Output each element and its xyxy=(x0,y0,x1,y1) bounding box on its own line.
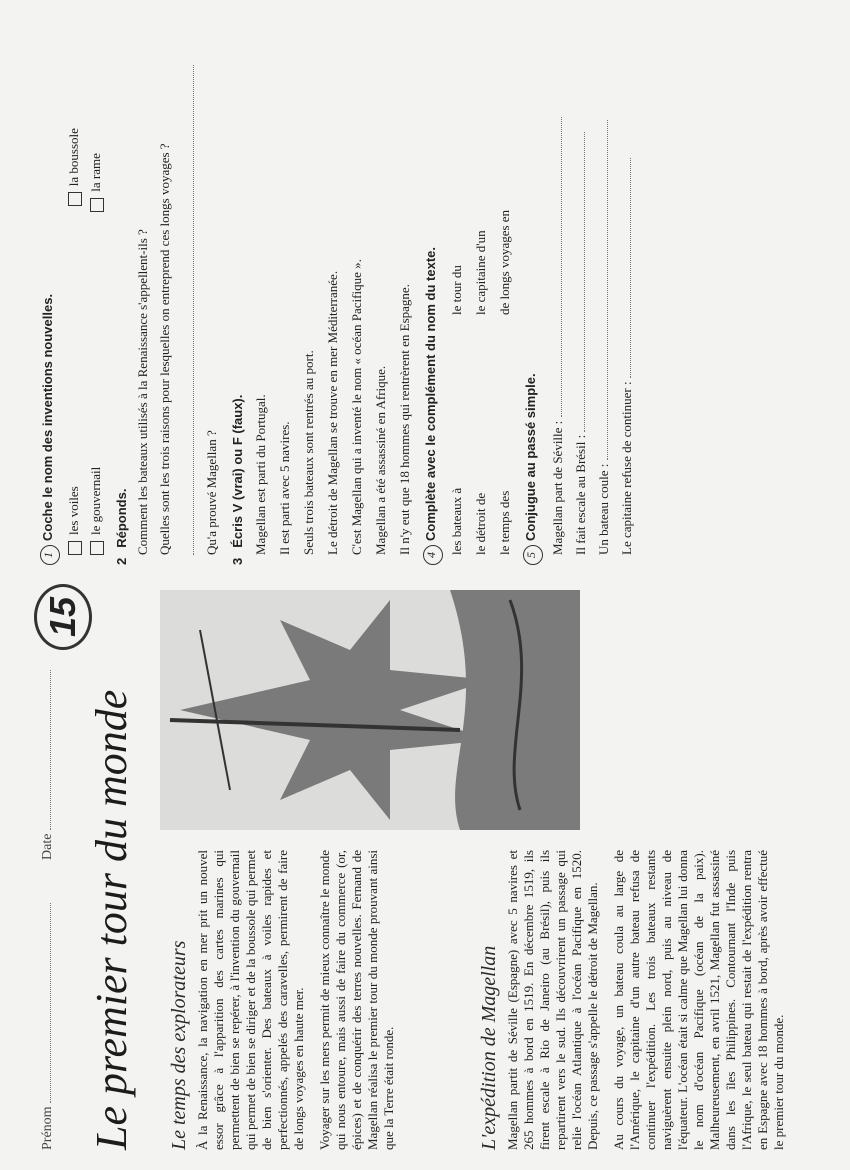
complement-item[interactable]: le détroit de xyxy=(473,492,489,555)
tf-item[interactable]: Le détroit de Magellan se trouve en mer Méditerranée. xyxy=(325,270,341,555)
answer-line[interactable] xyxy=(179,65,194,555)
expedition-paragraph-1: Magellan partit de Séville (Espagne) avec 5 navires et 265 hommes à bord en 1519. En décembre 1519, ils firent escale à Rio de Janeiro (au Brésil), puis ils repartirent vers le sud. Ils découvrirent un passage qui relie l'océan Atlantique à l'océan Pacifique en 1520. Depuis, ce passage s'appelle le détroit de Magellan. xyxy=(505,850,600,1150)
checkbox-icon[interactable] xyxy=(68,541,82,555)
tf-item[interactable]: Il est parti avec 5 navires. xyxy=(277,421,293,555)
explorers-paragraph-1: À la Renaissance, la navigation en mer prit un nouvel essor grâce à l'apparition des cartes marines qui permettent de bien se repérer, à l'invention du gouvernail qui permet de bien se diriger et de la boussole qui permet de bien s'orienter. Des bateaux à voiles rapides et perfectionnés, appelés des caravelles, permirent de faire de longs voyages en haute mer. xyxy=(195,850,306,1150)
exercise-1-options-row-1 xyxy=(66,35,82,555)
complement-item[interactable]: le temps des xyxy=(497,490,513,555)
checkbox-icon[interactable] xyxy=(90,541,104,555)
date-label: Date xyxy=(40,833,55,860)
option-voiles[interactable]: les voiles xyxy=(66,486,82,555)
prenom-label: Prénom xyxy=(40,1106,55,1150)
date-field[interactable] xyxy=(40,670,56,860)
exercise-1-number: 1 xyxy=(40,545,60,565)
expedition-paragraph-2: Au cours du voyage, un bateau coula au large de l'Amérique, le capitaine d'un autre bateau refusa de continuer l'expédition. Les trois bateaux restants naviguèrent ensuite plein nord, puis au niveau de l'équateur. L'océan était si calme que Magellan lui donna le nom d'océan Pacifique (océan de la paix). Malheureusement, en avril 1521, Magellan fut assassiné dans les îles Philippines. Contournant l'Inde puis l'Afrique, le seul bateau qui restait de l'expédition rentra en Espagne avec 18 hommes à bord, après avoir effectué le premier tour du monde. xyxy=(611,850,786,1150)
exercise-2 xyxy=(114,35,220,565)
conjugation-item[interactable]: Magellan part de Séville : xyxy=(549,35,566,555)
option-rame[interactable]: la rame xyxy=(88,153,104,212)
exercise-5-instruction: 5Conjugue au passé simple. xyxy=(523,35,543,565)
conjugation-item[interactable]: Le capitaine refuse de continuer : xyxy=(618,35,635,555)
exercise-5 xyxy=(523,35,635,565)
tf-item[interactable]: C'est Magellan qui a inventé le nom « océan Pacifique ». xyxy=(349,259,365,555)
lesson-number-badge: 15 xyxy=(34,584,92,650)
question-1: Comment les bateaux utilisés à la Renaissance s'appellent-ils ? xyxy=(135,229,151,555)
tf-item[interactable]: Magellan a été assassiné en Afrique. xyxy=(373,365,389,555)
exercise-4 xyxy=(423,35,513,565)
option-boussole[interactable]: la boussole xyxy=(66,128,82,206)
complement-item[interactable]: le tour du xyxy=(449,265,465,315)
exercise-4-row-2 xyxy=(473,35,489,555)
checkbox-icon[interactable] xyxy=(68,192,82,206)
exercise-4-row-3 xyxy=(497,35,513,555)
tf-item[interactable]: Seuls trois bateaux sont rentrés au port. xyxy=(301,350,317,555)
exercise-5-number: 5 xyxy=(523,545,543,565)
exercise-1-instruction: 1Coche le nom des inventions nouvelles. xyxy=(40,35,60,565)
option-gouvernail[interactable]: le gouvernail xyxy=(88,467,104,555)
expedition-section xyxy=(470,590,797,1150)
tf-item[interactable]: Magellan est parti du Portugal. xyxy=(253,394,269,555)
page-title: Le premier tour du monde xyxy=(87,689,136,1150)
exercise-1-options-row-2 xyxy=(88,35,104,555)
reading-panel xyxy=(40,590,830,1150)
exercises-panel xyxy=(40,35,830,565)
complement-item[interactable]: de longs voyages en xyxy=(497,209,513,315)
question-2: Quelles sont les trois raisons pour lesquelles on entreprend ces longs voyages ? xyxy=(157,143,173,555)
checkbox-icon[interactable] xyxy=(90,198,104,212)
explorers-section xyxy=(160,850,407,1150)
prenom-field[interactable] xyxy=(40,903,56,1150)
exercise-4-number: 4 xyxy=(423,545,443,565)
explorers-paragraph-2: Voyager sur les mers permit de mieux connaître le monde qui nous entoure, mais aussi de faire du commerce (or, épices) et de conquérir des terres nouvelles. Fernand de Magellan réalisa le premier tour du monde prouvant ainsi que la Terre était ronde. xyxy=(317,850,396,1150)
exercise-3 xyxy=(230,35,413,565)
exercise-4-row-1 xyxy=(449,35,465,555)
tf-item[interactable]: Il n'y eut que 18 hommes qui rentrèrent en Espagne. xyxy=(397,284,413,555)
exercise-3-instruction: 3Écris V (vrai) ou F (faux). xyxy=(230,394,246,565)
conjugation-item[interactable]: Il fait escale au Brésil : xyxy=(572,35,589,555)
complement-item[interactable]: les bateaux à xyxy=(449,487,465,555)
exercise-1 xyxy=(40,35,104,565)
exercise-4-instruction: 4Complète avec le complément du nom du texte. xyxy=(423,35,443,565)
complement-item[interactable]: le capitaine d'un xyxy=(473,230,489,315)
expedition-heading: L'expédition de Magellan xyxy=(478,945,500,1150)
explorers-heading: Le temps des explorateurs xyxy=(168,940,190,1150)
conjugation-item[interactable]: Un bateau coule : xyxy=(595,35,612,555)
question-3: Qu'a prouvé Magellan ? xyxy=(204,430,220,555)
exercise-2-instruction: 2Réponds. xyxy=(114,488,130,565)
